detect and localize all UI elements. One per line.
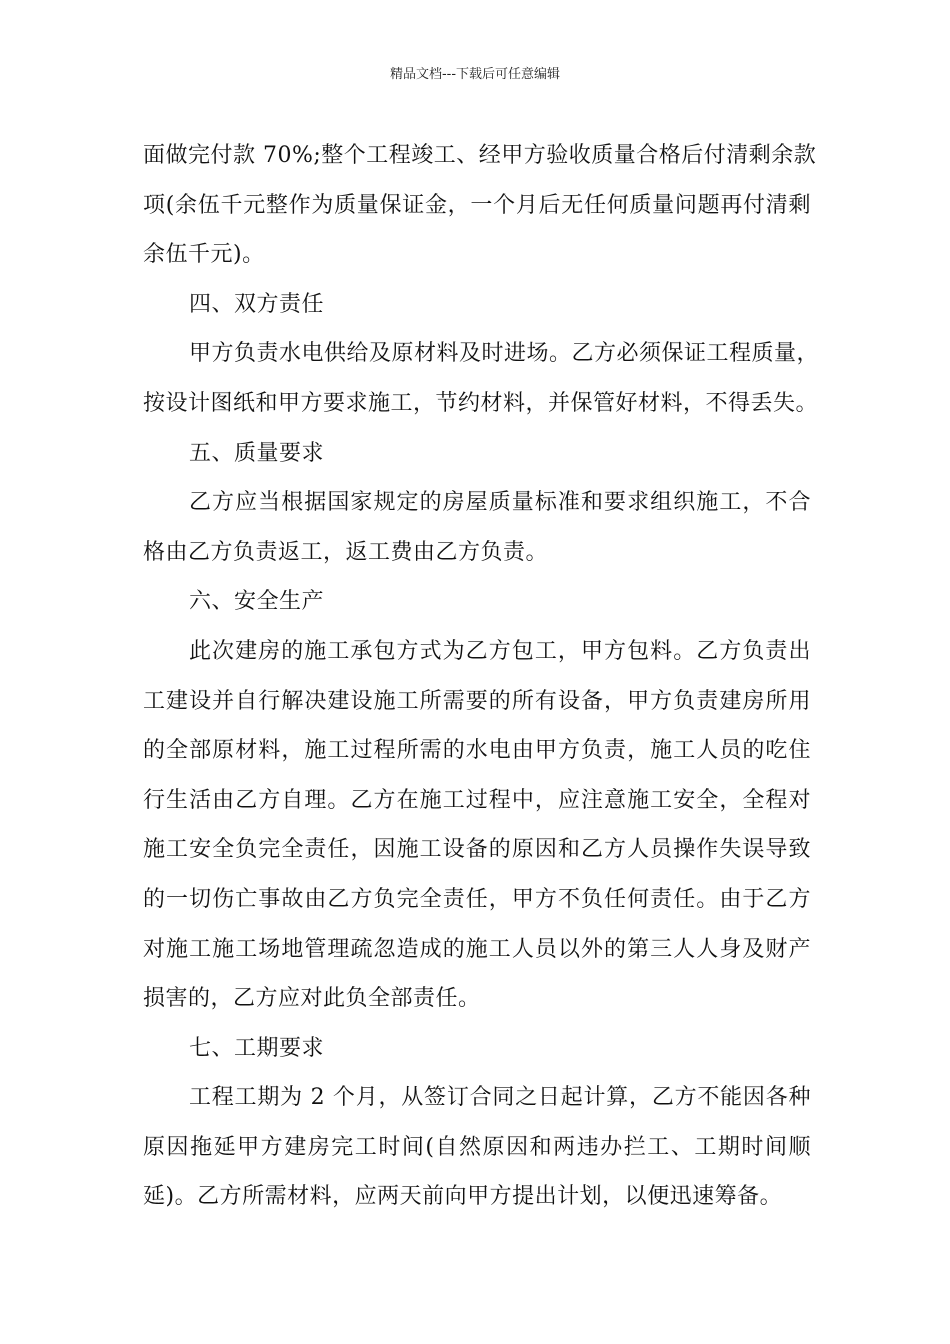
paragraph-line: 的全部原材料，施工过程所需的水电由甲方负责，施工人员的吃住 (143, 738, 811, 764)
paragraph-line: 对施工施工场地管理疏忽造成的施工人员以外的第三人人身及财产 (143, 936, 811, 962)
paragraph-line: 工程工期为 2 个月，从签订合同之日起计算，乙方不能因各种 (189, 1085, 811, 1111)
paragraph-line: 面做完付款 70%;整个工程竣工、经甲方验收质量合格后付清剩余款 (143, 143, 817, 168)
paragraph-line: 余伍千元)。 (143, 242, 265, 268)
paragraph-line: 的一切伤亡事故由乙方负完全责任，甲方不负任何责任。由于乙方 (143, 886, 811, 912)
paragraph-line: 按设计图纸和甲方要求施工，节约材料，并保管好材料，不得丢失。 (143, 390, 819, 416)
paragraph-line: 损害的，乙方应对此负全部责任。 (143, 986, 481, 1012)
section-heading: 六、安全生产 (189, 589, 325, 615)
section-heading: 四、双方责任 (189, 291, 325, 317)
section-heading: 七、工期要求 (189, 1035, 325, 1061)
page-header: 精品文档---下载后可任意编辑 (389, 67, 561, 82)
paragraph-line: 原因拖延甲方建房完工时间(自然原因和两违办拦工、工期时间顺 (143, 1134, 811, 1160)
paragraph-line: 格由乙方负责返工，返工费由乙方负责。 (143, 539, 549, 565)
paragraph-line: 延)。乙方所需材料，应两天前向甲方提出计划，以便迅速筹备。 (143, 1184, 783, 1210)
paragraph-line: 工建设并自行解决建设施工所需要的所有设备，甲方负责建房所用 (143, 688, 811, 714)
paragraph-line: 行生活由乙方自理。乙方在施工过程中，应注意施工安全，全程对 (143, 787, 811, 813)
paragraph-line: 此次建房的施工承包方式为乙方包工，甲方包料。乙方负责出 (189, 638, 811, 664)
document-body (143, 131, 820, 1222)
paragraph-line: 施工安全负完全责任，因施工设备的原因和乙方人员操作失误导致 (143, 837, 811, 863)
paragraph-line: 项(余伍千元整作为质量保证金，一个月后无任何质量问题再付清剩 (143, 192, 811, 218)
section-heading: 五、质量要求 (189, 440, 325, 466)
paragraph-line: 甲方负责水电供给及原材料及时进场。乙方必须保证工程质量， (189, 341, 820, 367)
paragraph-line: 乙方应当根据国家规定的房屋质量标准和要求组织施工，不合 (189, 490, 811, 516)
